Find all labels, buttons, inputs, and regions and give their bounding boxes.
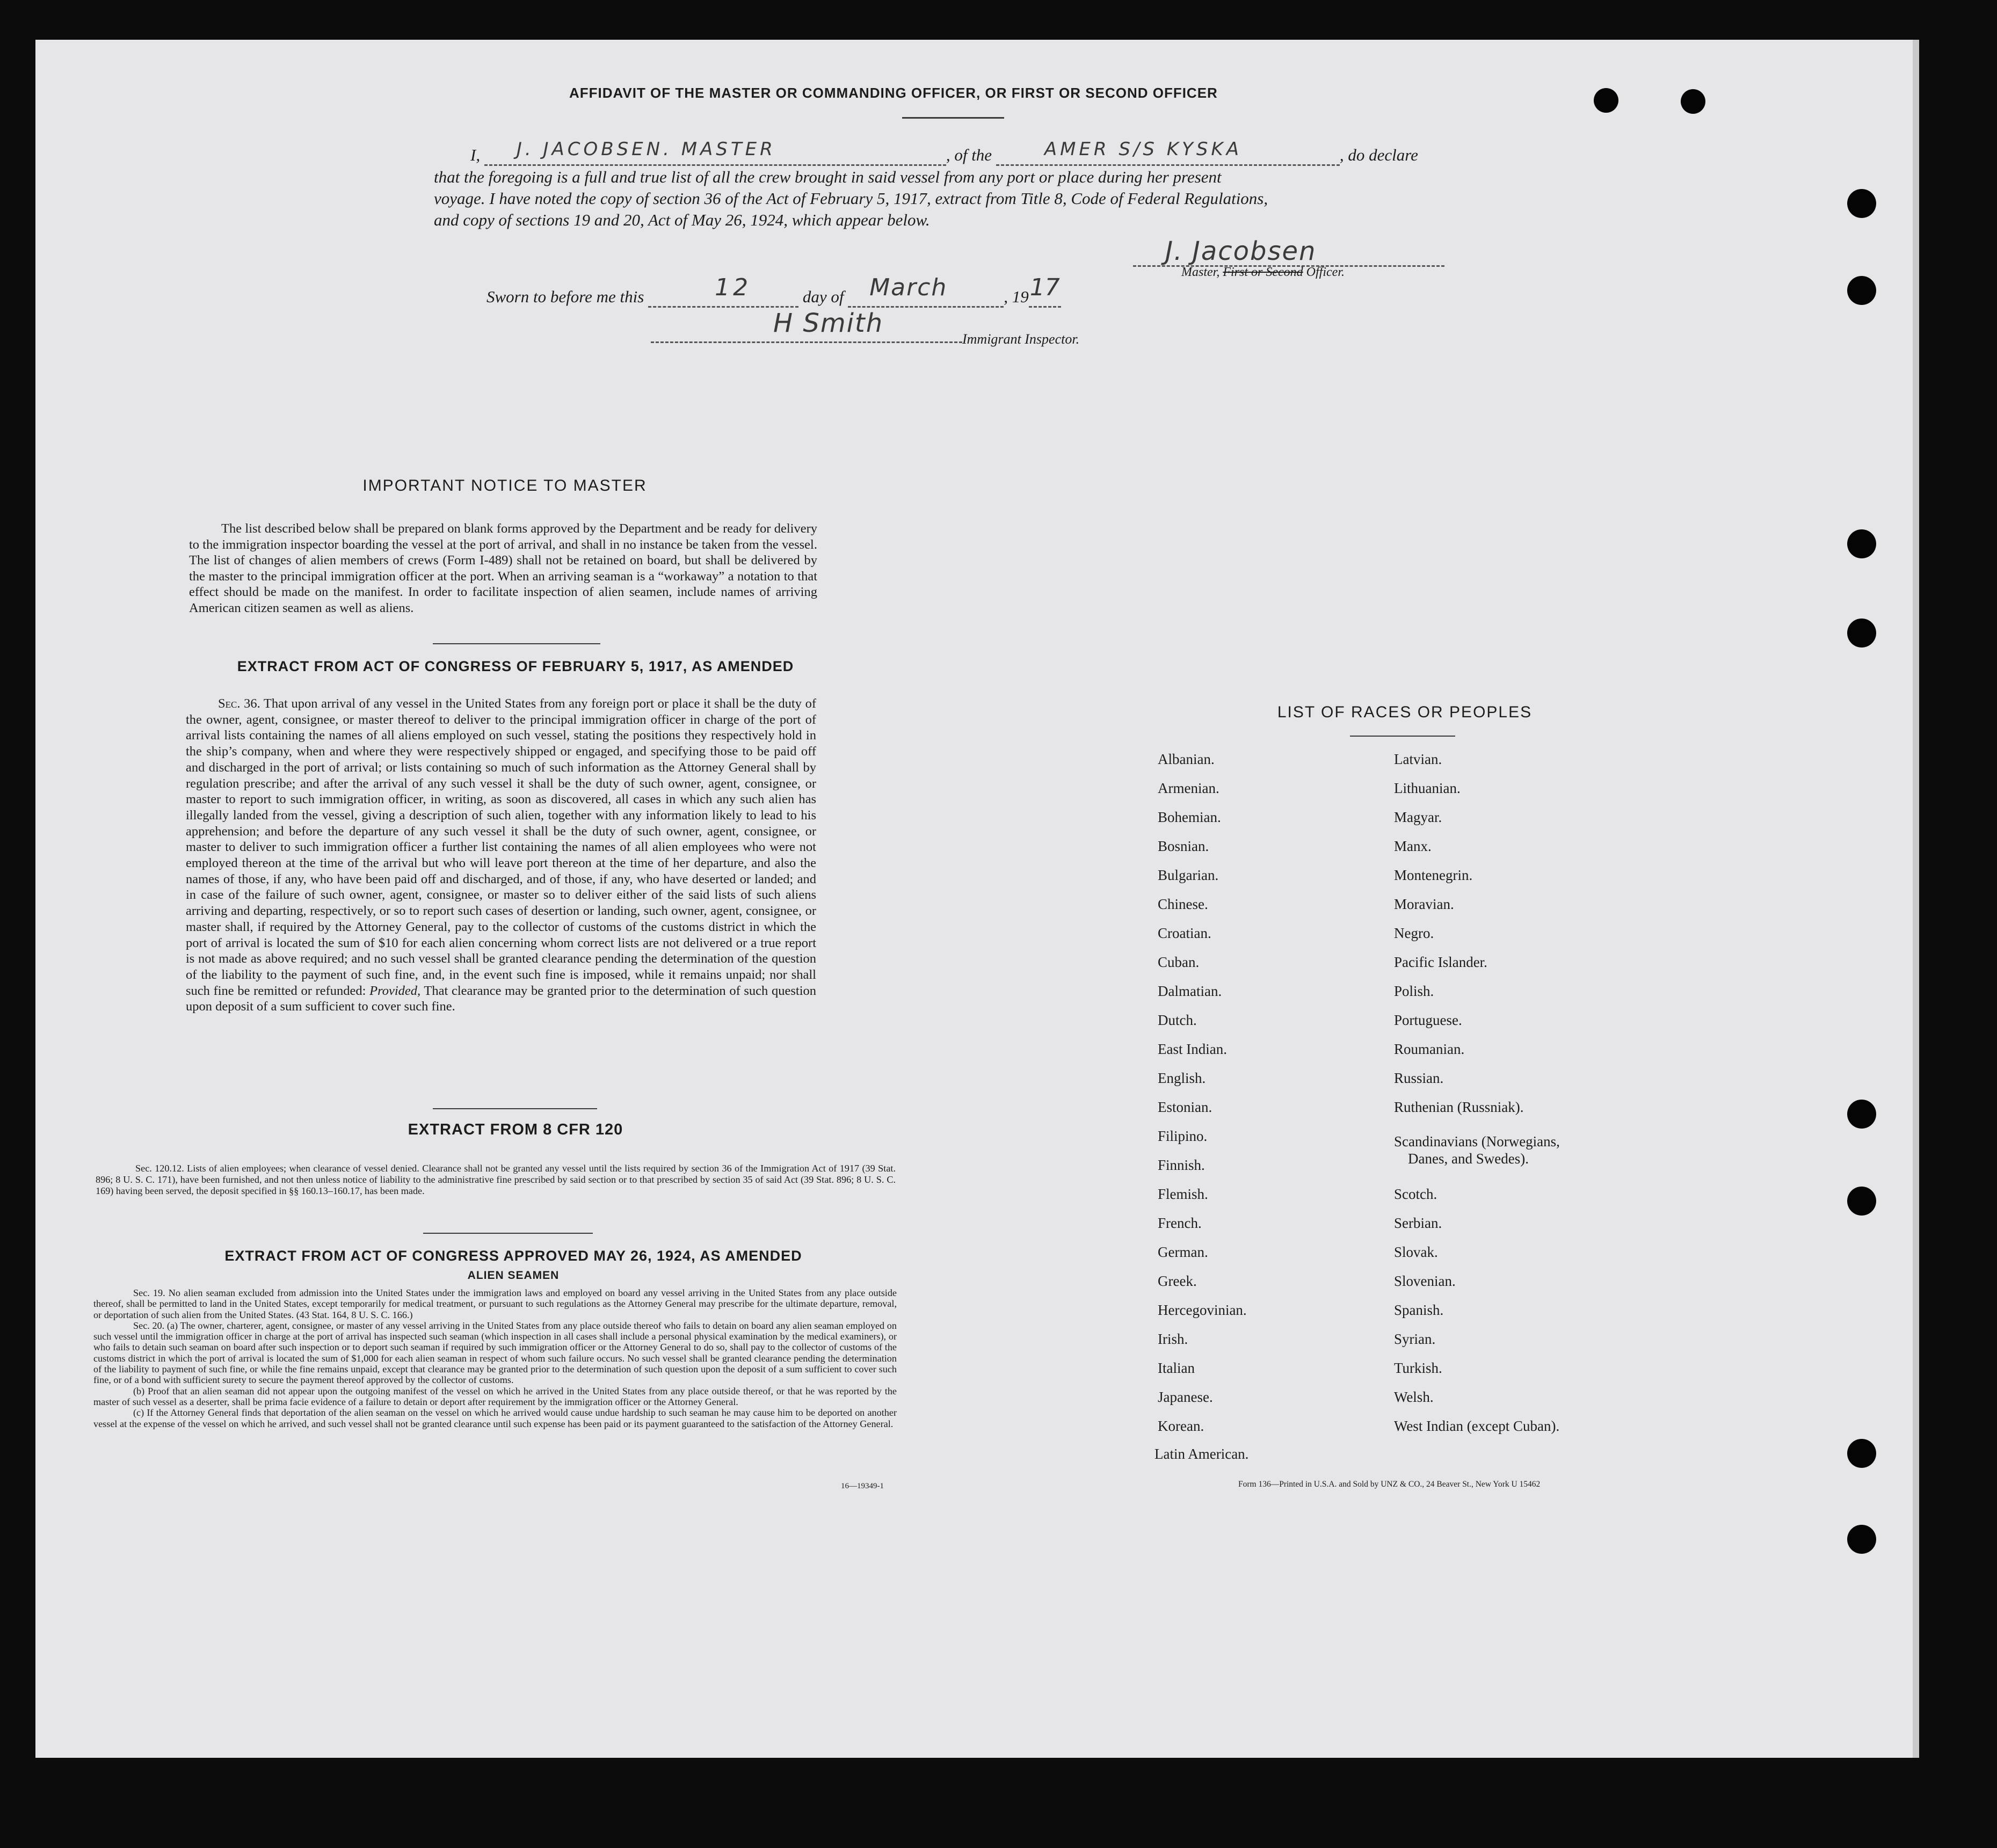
month-handwritten: March — [869, 274, 948, 301]
race-item: Italian — [1158, 1360, 1195, 1376]
race-item: Serbian. — [1394, 1215, 1442, 1231]
race-item: Portuguese. — [1394, 1012, 1462, 1028]
race-item: Negro. — [1394, 925, 1434, 941]
race-item: Japanese. — [1158, 1389, 1213, 1405]
punch-hole — [1847, 619, 1876, 647]
race-item: West Indian (except Cuban). — [1394, 1418, 1560, 1434]
race-item: French. — [1158, 1215, 1202, 1231]
affidavit-title: AFFIDAVIT OF THE MASTER OR COMMANDING OFFICER, OR FIRST OR SECOND OFFICER — [569, 85, 1218, 101]
race-item: Welsh. — [1394, 1389, 1434, 1405]
extract-1917-text: Sec. 36. That upon arrival of any vessel in the United States from any foreign port or place it shall be the duty of the owner, agent, consignee, or master thereof to deliver to the principal immigration officer in charge of the port of arrival lists containing the names of all aliens employed on such vessel, stating the positions they respectively hold in the ship’s company, when and where they were respectively shipped or engaged, and specifying those to be paid off and discharged in the port of arrival; or lists containing so much of such information as the Attorney General shall by regulation prescribe; and after the arrival of any such vessel it shall be the duty of such owner, agent, consignee, or master to report to such immigration officer, in writing, as soon as discovered, all cases in which any such alien has illegally landed from the vessel, giving a description of such alien, together with any information likely to lead to his apprehension; and before the departure of any such vessel it shall be the duty of such owner, agent, consignee, or master to deliver to such immigration officer a further list containing the names of all alien employees who were not employed thereon at the time of the arrival but who will leave port thereon at the time of her departure, and also the names of those, if any, who have been paid off and discharged, and of those, if any, who have deserted or landed; and in case of the failure of such owner, agent, consignee, or master so to deliver either of the said lists of such aliens arriving and departing, respectively, or so to report such cases of desertion or landing, such owner, agent, consignee, or master shall, if required by the Attorney General, pay to the collector of customs of the customs district in which the port of arrival is located the sum of $10 for each alien concerning whom correct lists are not delivered or a true report is not made as above required; and no such vessel shall be granted clearance pending the determination of the question of the liability to the payment of such fine, and, in the event such fine is imposed, while it remains unpaid; nor shall such fine be remitted or refunded: Provided, That clearance may be granted prior to the determination of such question upon deposit of a sum sufficient to cover such fine. — [186, 696, 817, 1014]
master-signature-label: Master, First or Second Officer. — [1181, 265, 1345, 279]
punch-hole — [1847, 1439, 1876, 1468]
inspector-signature-line — [651, 340, 962, 343]
race-item: Bosnian. — [1158, 838, 1209, 854]
affidavit-line-2: that the foregoing is a full and true list of all the crew brought in said vessel from any port or place during her present — [434, 168, 1222, 186]
punch-hole — [1847, 189, 1876, 218]
race-item: Pacific Islander. — [1394, 954, 1487, 970]
cfr-text: Sec. 120.12. Lists of alien employees; when clearance of vessel denied. Clearance shall not be granted any vessel until the lists required by section 36 of the Immigration Act of 1917 (39 Stat. 896; 8 U. S. C. 171), have been furnished, and not then unless notice of liability to the administrative fine prescribed by said section or to that prescribed by section 35 of said Act (39 Stat. 896; 8 U. S. C. 169) having been served, the deposit specified in §§ 160.13–160.17, has been made. — [96, 1163, 896, 1196]
race-item: Korean. — [1158, 1418, 1204, 1434]
form-code: 16—19349-1 — [841, 1482, 884, 1490]
race-item: East Indian. — [1158, 1041, 1227, 1057]
race-item: Spanish. — [1394, 1302, 1444, 1318]
sec-20a-text: Sec. 20. (a) The owner, charterer, agent, consignee, or master of any vessel arriving in the United States from any place outside thereof who fails to detain on board any alien seaman employed on such vessel until the immigration officer in charge at the port of arrival has inspected such seaman (which inspection in all cases shall include a personal physical examination by the medical examiners), or who fails to detain such seaman on board after such inspection or to deport such seaman if required by such immigration officer or the Attorney General to do so, shall pay to the collector of customs of the customs district in which the port of arrival is located the sum of $1,000 for each alien seaman in respect of whom such failure occurs. No such vessel shall be granted clearance pending the determination of the liability to payment of such fine, or while the fine remains unpaid, except that clearance may be granted prior to the determination of such question upon the deposit of a sum sufficient to cover such fine, or of a bond with sufficient surety to secure the payment thereof approved by the collector of customs. — [93, 1320, 897, 1386]
race-item: Moravian. — [1394, 896, 1454, 912]
vessel-name-handwritten: AMER S/S KYSKA — [1044, 139, 1242, 160]
punch-hole — [1847, 1525, 1876, 1554]
race-item: Syrian. — [1394, 1331, 1436, 1347]
punch-hole — [1847, 276, 1876, 305]
master-name-handwritten: J. JACOBSEN. MASTER — [516, 139, 776, 160]
divider — [433, 643, 600, 644]
race-item: Hercegovinian. — [1158, 1302, 1247, 1318]
race-item: Cuban. — [1158, 954, 1200, 970]
notice-text: The list described below shall be prepared on blank forms approved by the Department and be ready for delivery to the immigration inspector boarding the vessel at the port of arrival, and shall in no instance be taken from the vessel. The list of changes of alien members of crews (Form I-489) shall not be retained on board, but shall be delivered by the master to the principal immigration officer at the port. When an arriving seaman is a “workaway” a notation to that effect should be made on the manifest. In order to facilitate inspection of alien seamen, include names of arriving American citizen seamen as well as aliens. — [189, 521, 817, 615]
struck-text: First or Second — [1223, 265, 1303, 279]
race-item: Estonian. — [1158, 1099, 1212, 1115]
race-item: Bohemian. — [1158, 809, 1221, 825]
race-item: Irish. — [1158, 1331, 1188, 1347]
punch-hole — [1681, 89, 1705, 114]
sec-20b-text: (b) Proof that an alien seaman did not appear upon the outgoing manifest of the vessel on which he arrived in the United States from any place outside thereof, or that he was reported by the master of such vessel as a deserter, shall be prima facie evidence of a failure to detain or deport after requirement by the immigration officer or the Attorney General. — [93, 1385, 897, 1407]
race-item: Scotch. — [1394, 1186, 1437, 1202]
title-underline — [902, 117, 1004, 119]
sworn-line: Sworn to before me this 12 day of March , 19 17 — [486, 285, 1061, 308]
race-item: Montenegrin. — [1394, 867, 1473, 883]
inspector-signature: H Smith — [773, 308, 884, 338]
race-item: Finnish. — [1158, 1157, 1205, 1173]
race-item: Flemish. — [1158, 1186, 1208, 1202]
cfr-title: EXTRACT FROM 8 CFR 120 — [408, 1121, 623, 1138]
race-item: Greek. — [1158, 1273, 1197, 1289]
punch-hole — [1847, 529, 1876, 558]
punch-hole — [1847, 1187, 1876, 1216]
affidavit-line-1: I, J. JACOBSEN. MASTER , of the AMER S/S KYSKA , do declare — [470, 143, 1418, 166]
race-item: Scandinavians (Norwegians, — [1394, 1133, 1560, 1149]
punch-hole — [1847, 1100, 1876, 1129]
race-item: Ruthenian (Russniak). — [1394, 1099, 1524, 1115]
races-title: LIST OF RACES OR PEOPLES — [1277, 703, 1533, 721]
race-item: Latvian. — [1394, 751, 1442, 767]
race-item: English. — [1158, 1070, 1206, 1086]
sec-20c-text: (c) If the Attorney General finds that deportation of the alien seaman on the vessel on which he arrived would cause undue hardship to such seaman he may cause him to be deported on another vessel at the expense of the vessel on which he arrived, and such vessel shall not be granted clearance until such expense has been paid or its payment guaranteed to the satisfaction of the Attorney General. — [93, 1407, 897, 1429]
race-item: Magyar. — [1394, 809, 1442, 825]
race-item: German. — [1158, 1244, 1208, 1260]
race-item: Danes, and Swedes). — [1408, 1151, 1529, 1167]
day-handwritten: 12 — [715, 274, 752, 301]
affidavit-line-4: and copy of sections 19 and 20, Act of May 26, 1924, which appear below. — [434, 210, 930, 229]
race-item: Russian. — [1394, 1070, 1444, 1086]
extract-1917-title: EXTRACT FROM ACT OF CONGRESS OF FEBRUARY 5, 1917, AS AMENDED — [237, 658, 794, 674]
master-signature: J. Jacobsen — [1165, 236, 1317, 266]
race-item: Croatian. — [1158, 925, 1211, 941]
races-title-underline — [1350, 736, 1455, 737]
extract-1924-subtitle: ALIEN SEAMEN — [467, 1269, 560, 1282]
race-item: Dalmatian. — [1158, 983, 1222, 999]
race-item: Albanian. — [1158, 751, 1215, 767]
divider — [433, 1108, 597, 1109]
notice-title: IMPORTANT NOTICE TO MASTER — [362, 477, 647, 494]
race-item: Slovak. — [1394, 1244, 1438, 1260]
race-item: Roumanian. — [1394, 1041, 1465, 1057]
race-item: Dutch. — [1158, 1012, 1197, 1028]
printer-imprint: Form 136—Printed in U.S.A. and Sold by UNZ & CO., 24 Beaver St., New York U 15462 — [1238, 1480, 1541, 1489]
sec-19-text: Sec. 19. No alien seaman excluded from admission into the United States under the immigration laws and employed on board any vessel arriving in the United States from any place outside thereof, shall be permitted to land in the United States, except temporarily for medical treatment, or pursuant to such regulations as the Attorney General may prescribe for the ultimate departure, removal, or deportation of such alien from the United States. (43 Stat. 164, 8 U. S. C. 166.) — [93, 1287, 897, 1320]
race-item: Manx. — [1394, 838, 1432, 854]
race-item: Lithuanian. — [1394, 780, 1461, 796]
race-item: Bulgarian. — [1158, 867, 1219, 883]
race-item: Latin American. — [1154, 1446, 1249, 1462]
race-item: Turkish. — [1394, 1360, 1442, 1376]
race-item: Slovenian. — [1394, 1273, 1456, 1289]
race-item: Polish. — [1394, 983, 1434, 999]
race-item: Filipino. — [1158, 1128, 1208, 1144]
race-item: Armenian. — [1158, 780, 1219, 796]
inspector-label: Immigrant Inspector. — [962, 331, 1080, 347]
race-item: Chinese. — [1158, 896, 1208, 912]
extract-1924-body — [93, 1287, 897, 1429]
divider — [423, 1233, 593, 1234]
year-handwritten: 17 — [1029, 274, 1060, 301]
punch-hole — [1594, 88, 1618, 113]
affidavit-line-3: voyage. I have noted the copy of section 36 of the Act of February 5, 1917, extract from Title 8, Code of Federal Regulations, — [434, 189, 1268, 208]
extract-1924-title: EXTRACT FROM ACT OF CONGRESS APPROVED MAY 26, 1924, AS AMENDED — [224, 1248, 802, 1264]
